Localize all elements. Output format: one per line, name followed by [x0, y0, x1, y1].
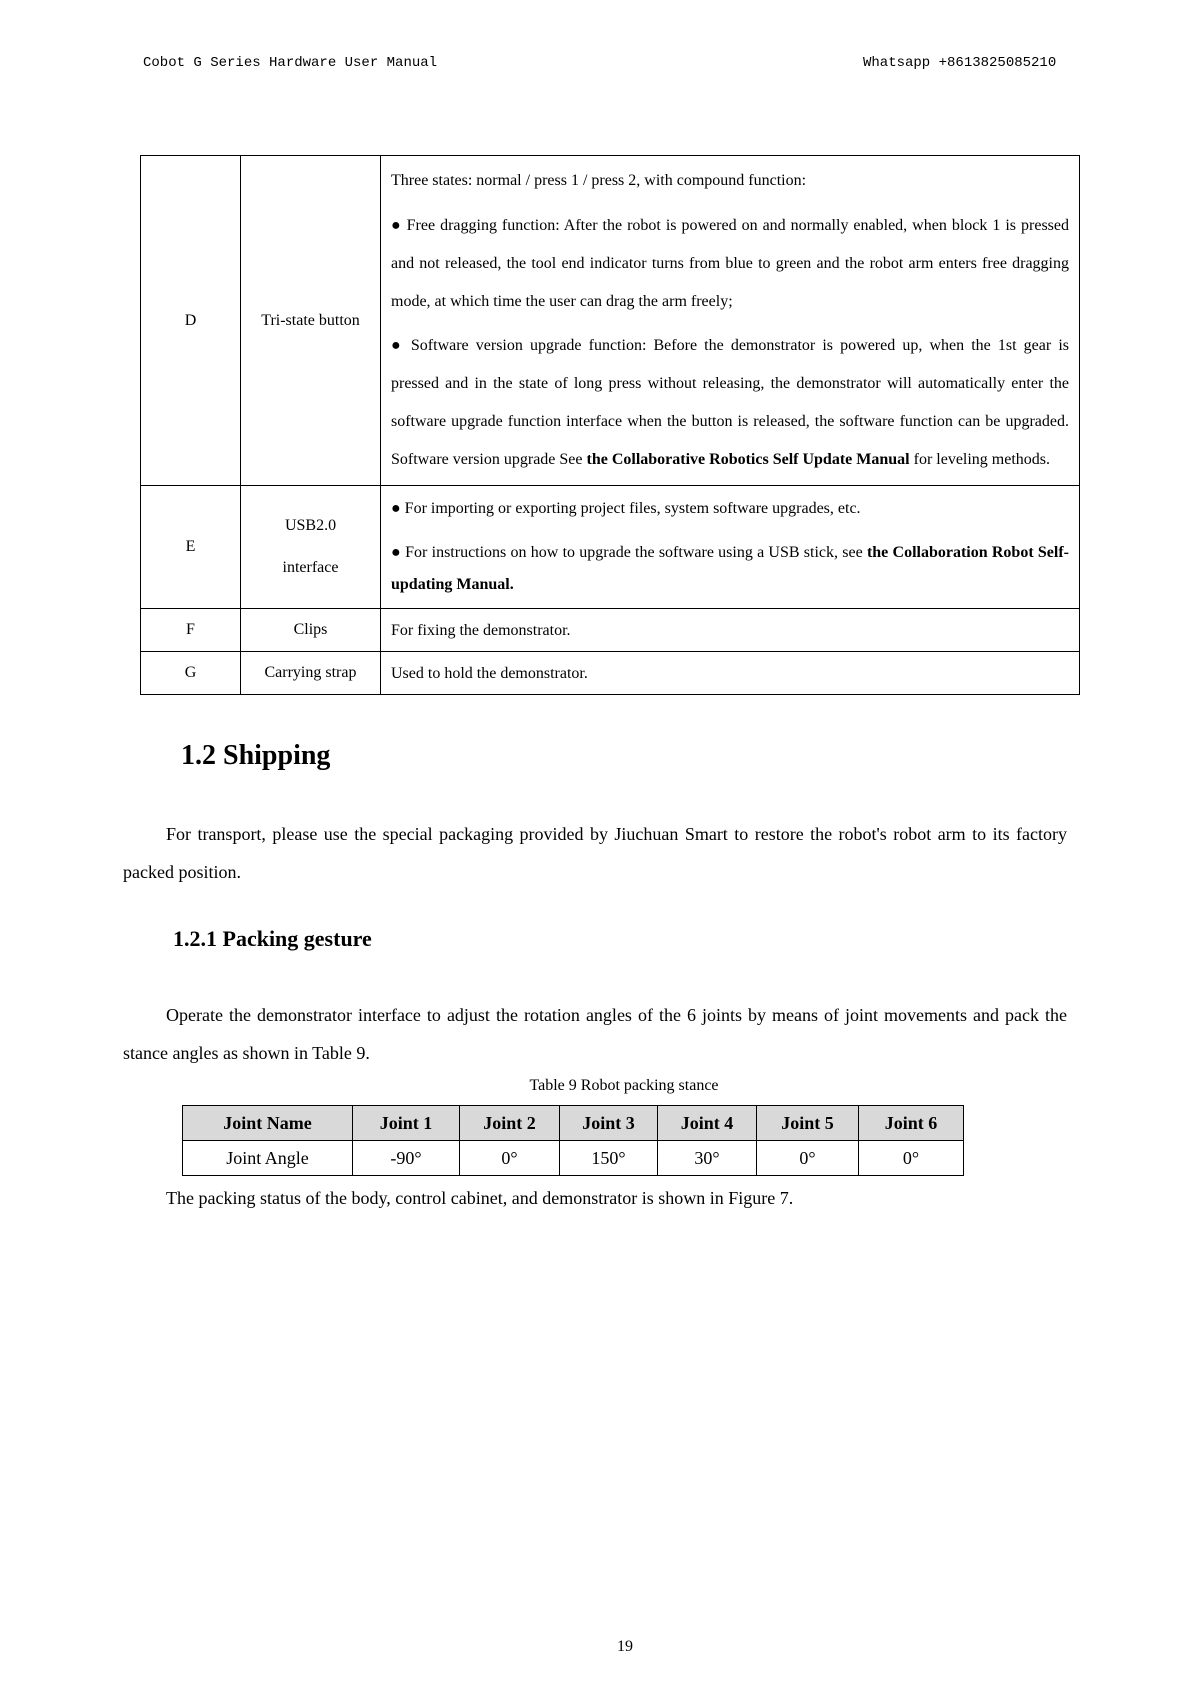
- table-cell: 0°: [757, 1141, 859, 1176]
- manual-reference: the Collaborative Robotics Self Update Manual: [586, 451, 910, 468]
- body-paragraph: Operate the demonstrator interface to adjust the rotation angles of the 6 joints by means of joint movements and pack the stance angles as shown in Table 9.: [123, 1005, 1067, 1063]
- body-paragraph: The packing status of the body, control cabinet, and demonstrator is shown in Figure 7.: [166, 1188, 794, 1208]
- description-bullet: ● For instructions on how to upgrade the software using a USB stick, see the Collaboration Robot Self-updating Manual.: [391, 544, 1070, 593]
- table-header-cell: Joint 4: [658, 1106, 757, 1141]
- section-heading: 1.2 Shipping: [181, 740, 331, 771]
- component-description: For fixing the demonstrator.: [381, 609, 1080, 652]
- table-cell: 0°: [460, 1141, 560, 1176]
- manual-reference: the Collaboration Robot Self-updating Manual.: [391, 544, 1070, 593]
- table-caption: Table 9 Robot packing stance: [529, 1077, 719, 1094]
- table-header-cell: Joint Name: [183, 1106, 353, 1141]
- page-number: 19: [617, 1638, 633, 1655]
- table-cell: -90°: [353, 1141, 460, 1176]
- table-row: [141, 486, 1080, 609]
- table-row: [141, 609, 1080, 652]
- component-label: G: [141, 652, 241, 695]
- description-intro: Three states: normal / press 1 / press 2, with compound function:: [391, 172, 807, 189]
- component-name: Carrying strap: [241, 652, 381, 695]
- description-bullet: ● Software version upgrade function: Before the demonstrator is powered up, when the 1st gear is pressed and in the state of long press without releasing, the demonstrator will automatically enter the software upgrade function interface when the button is released, the software function can be upgraded. Software version upgrade See the Collaborative Robotics Self Update Manual for leveling methods.: [391, 337, 1069, 468]
- table-header-cell: Joint 3: [560, 1106, 658, 1141]
- component-name: Tri-state button: [241, 156, 381, 486]
- description-bullet: ● For importing or exporting project files, system software upgrades, etc.: [391, 500, 861, 517]
- component-description: [381, 486, 1080, 609]
- running-header-title: Cobot G Series Hardware User Manual: [143, 55, 438, 71]
- component-label: D: [141, 156, 241, 486]
- component-name: USB2.0 interface: [241, 486, 381, 609]
- subsection-heading: 1.2.1 Packing gesture: [173, 926, 372, 951]
- table-cell: 150°: [560, 1141, 658, 1176]
- body-paragraph: For transport, please use the special packaging provided by Jiuchuan Smart to restore the robot's robot arm to its factory packed position.: [123, 824, 1067, 882]
- table-row: [183, 1141, 964, 1176]
- table-cell: Joint Angle: [183, 1141, 353, 1176]
- running-header-contact: Whatsapp +8613825085210: [863, 55, 1057, 71]
- table-header-cell: Joint 6: [859, 1106, 964, 1141]
- table-row: [141, 652, 1080, 695]
- table-cell: 0°: [859, 1141, 964, 1176]
- component-label: E: [141, 486, 241, 609]
- component-name: Clips: [241, 609, 381, 652]
- table-cell: 30°: [658, 1141, 757, 1176]
- table-header-row: [183, 1106, 964, 1141]
- table-header-cell: Joint 5: [757, 1106, 859, 1141]
- component-label: F: [141, 609, 241, 652]
- component-description: [381, 156, 1080, 486]
- description-bullet: ● Free dragging function: After the robot is powered on and normally enabled, when block 1 is pressed and not released, the tool end indicator turns from blue to green and the robot arm enters free dragging mode, at which time the user can drag the arm freely;: [391, 217, 1069, 310]
- table-header-cell: Joint 1: [353, 1106, 460, 1141]
- component-table: [140, 155, 1080, 695]
- packing-stance-table: [182, 1105, 964, 1176]
- table-header-cell: Joint 2: [460, 1106, 560, 1141]
- table-row: [141, 156, 1080, 486]
- component-description: Used to hold the demonstrator.: [381, 652, 1080, 695]
